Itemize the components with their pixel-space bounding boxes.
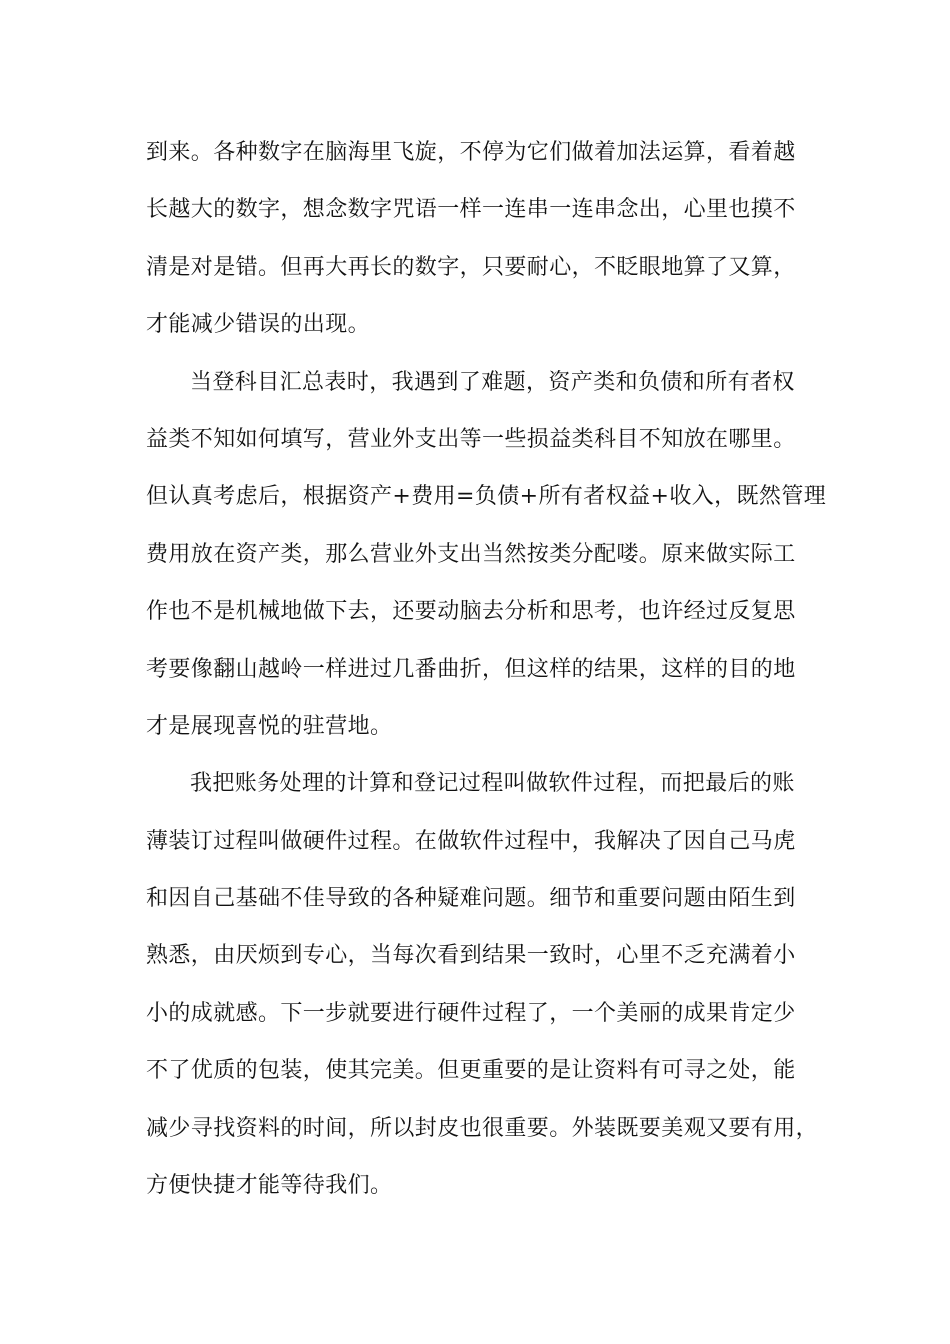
paragraph-line: 方便快捷才能等待我们。 (146, 1173, 393, 1199)
paragraph-line: 到来。各种数字在脑海里飞旋，不停为它们做着加法运算，看着越 (146, 140, 796, 165)
paragraph-line: 长越大的数字，想念数字咒语一样一连串一连串念出，心里也摸不 (146, 197, 796, 223)
paragraph-line: 不了优质的包装，使其完美。但更重要的是让资料有可寻之处，能 (146, 1058, 796, 1084)
paragraph-line: 才能减少错误的出现。 (146, 312, 371, 338)
paragraph-first-line: 我把账务处理的计算和登记过程叫做软件过程，而把最后的账 (190, 771, 795, 797)
paragraph-line: 但认真考虑后，根据资产+费用=负债+所有者权益+收入，既然管理 (146, 484, 827, 510)
document-body (146, 124, 826, 1214)
paragraph-line: 益类不知如何填写，营业外支出等一些损益类科目不知放在哪里。 (146, 426, 796, 452)
paragraph-line: 小的成就感。下一步就要进行硬件过程了，一个美丽的成果肯定少 (146, 1000, 796, 1026)
paragraph-line: 作也不是机械地做下去，还要动脑去分析和思考，也许经过反复思 (146, 599, 796, 625)
paragraph-line: 减少寻找资料的时间，所以封皮也很重要。外装既要美观又要有用， (146, 1115, 819, 1141)
paragraph-line: 考要像翻山越岭一样进过几番曲折，但这样的结果，这样的目的地 (146, 656, 796, 682)
paragraph-line: 清是对是错。但再大再长的数字，只要耐心，不眨眼地算了又算， (146, 254, 796, 280)
paragraph-line: 和因自己基础不佳导致的各种疑难问题。细节和重要问题由陌生到 (146, 886, 796, 912)
paragraph-line: 费用放在资产类，那么营业外支出当然按类分配喽。原来做实际工 (146, 541, 796, 567)
paragraph-line: 薄装订过程叫做硬件过程。在做软件过程中，我解决了因自己马虎 (146, 828, 796, 854)
paragraph-line: 才是展现喜悦的驻营地。 (146, 713, 393, 739)
paragraph-first-line: 当登科目汇总表时，我遇到了难题，资产类和负债和所有者权 (190, 369, 795, 395)
paragraph-line: 熟悉，由厌烦到专心，当每次看到结果一致时，心里不乏充满着小 (146, 943, 796, 969)
